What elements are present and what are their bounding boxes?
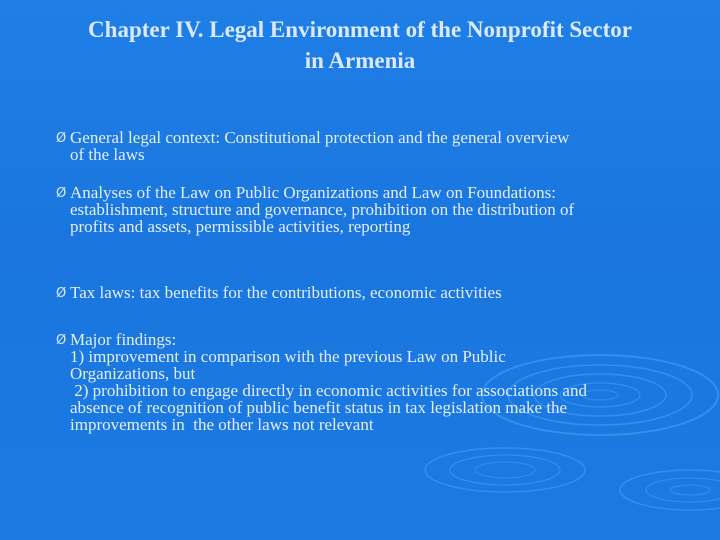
bullet-line: absence of recognition of public benefit status in tax legislation make the: [70, 398, 568, 417]
bullet-text: [70, 284, 680, 301]
bullet-arrow-icon: Ø: [56, 186, 67, 201]
bullet-line: 1) improvement in comparison with the previous Law on Public: [70, 347, 506, 366]
bullet-text: [70, 184, 680, 235]
bullet-line: Analyses of the Law on Public Organizations and Law on Foundations:: [70, 183, 556, 202]
bullet-arrow-icon: Ø: [56, 131, 67, 146]
bullet-line: Organizations, but: [70, 364, 196, 383]
bullet-line: of the laws: [70, 145, 145, 164]
bullet-line: Major findings:: [70, 330, 177, 349]
slide-title: [20, 14, 700, 76]
bullet-line: 2) prohibition to engage directly in economic activities for associations and: [70, 381, 587, 400]
bullet-arrow-icon: Ø: [56, 333, 67, 348]
bullet-line: improvements in the other laws not relevant: [70, 415, 374, 434]
slide-title-line: in Armenia: [304, 48, 416, 73]
bullet-text: [70, 129, 680, 163]
bullet-line: establishment, structure and governance, prohibition on the distribution of: [70, 200, 575, 219]
bullet-line: General legal context: Constitutional protection and the general overview: [70, 128, 570, 147]
bullet-arrow-icon: Ø: [56, 286, 67, 301]
slide-title-line: Chapter IV. Legal Environment of the Nonprofit Sector: [88, 17, 632, 42]
bullet-line: Tax laws: tax benefits for the contributions, economic activities: [70, 283, 502, 302]
bullet-text: [70, 331, 680, 433]
bullet-line: profits and assets, permissible activities, reporting: [70, 217, 411, 236]
